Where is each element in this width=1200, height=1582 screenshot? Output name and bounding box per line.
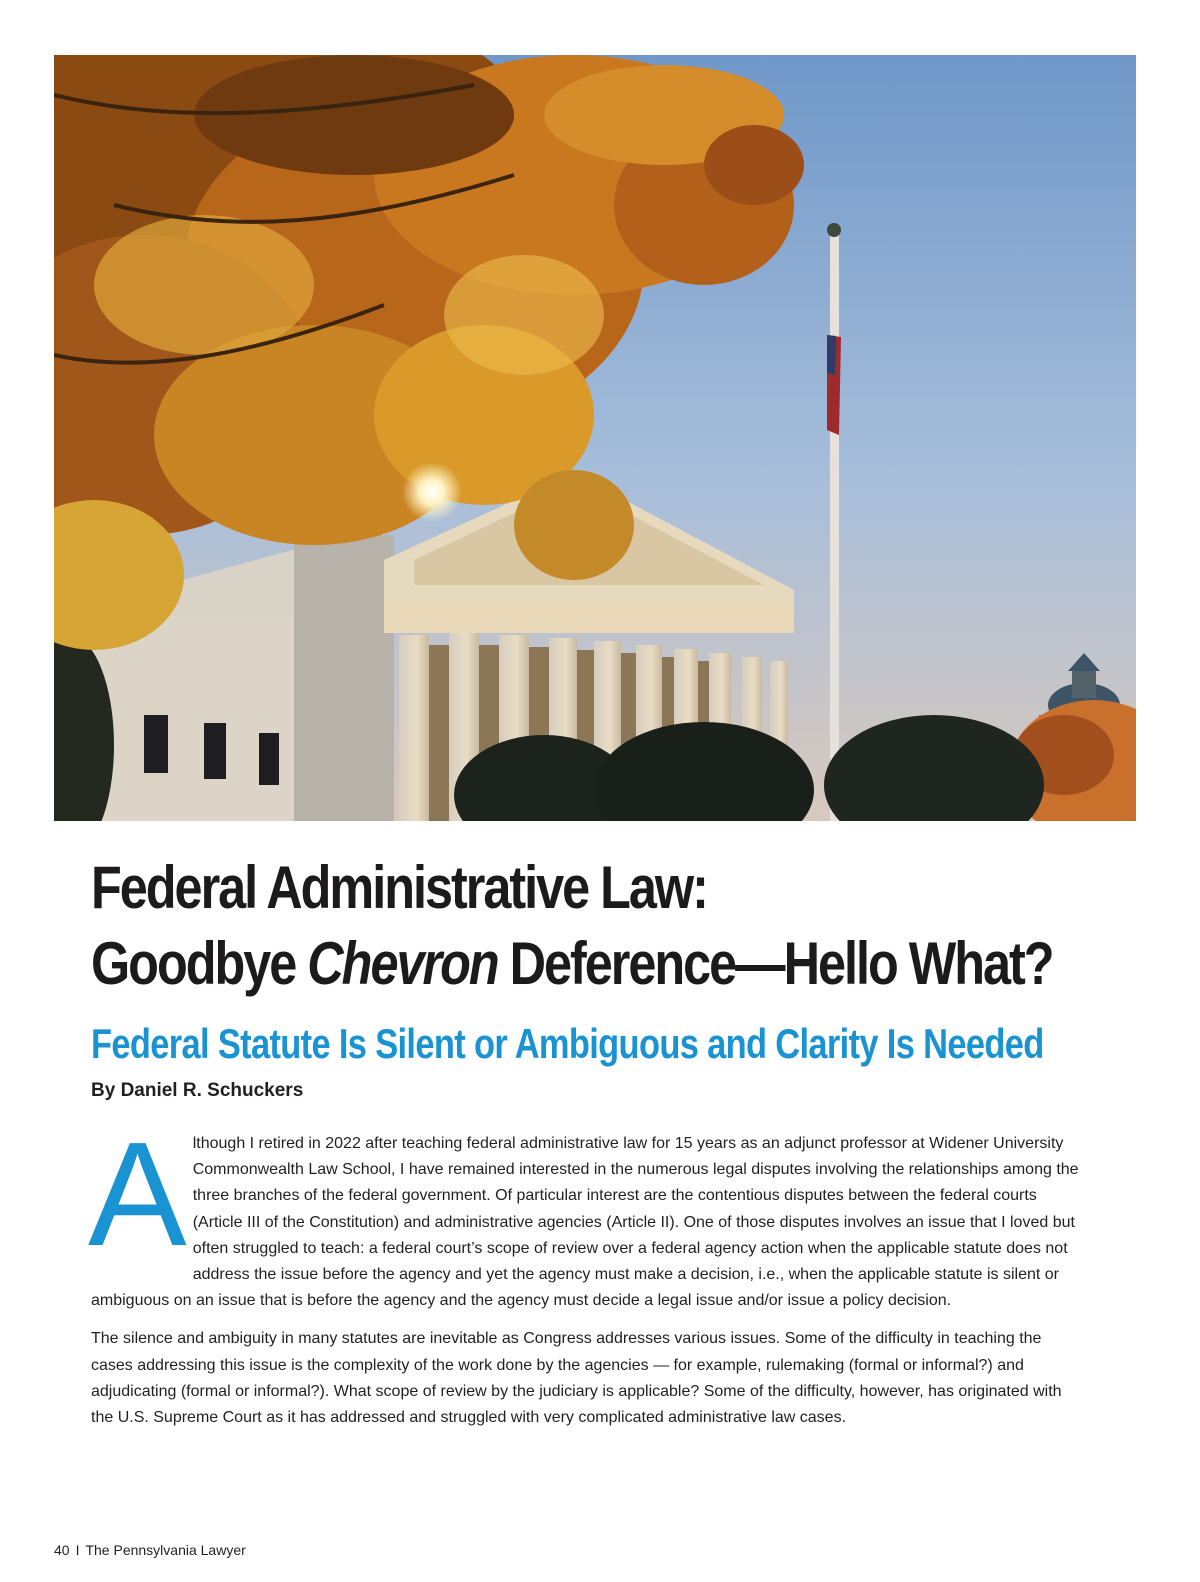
- article-subtitle: Federal Statute Is Silent or Ambiguous and Clarity Is Needed: [91, 1020, 1044, 1067]
- footer-separator: I: [75, 1542, 80, 1558]
- supreme-court-illustration: [54, 55, 1136, 821]
- title-line-2-before: Goodbye: [91, 930, 308, 997]
- page-number: 40: [54, 1542, 70, 1558]
- article-body: [88, 1112, 1081, 1443]
- title-line-1: Federal Administrative Law:: [91, 854, 707, 921]
- paragraph-1-text: lthough I retired in 2022 after teaching federal administrative law for 15 years as an adjunct professor at Widener University Commonwealth Law School, I have remained interested in the numerous legal disputes involving the relationships among the three branches of the federal government. Of particular interest are the contentious disputes between the federal courts (Article III of the Constitution) and administrative agencies (Article II). One of those disputes involves an issue that I loved but often struggled to teach: a federal court’s scope of review over a federal agency action when the applicable statute does not address the issue before the agency and yet the agency must make a decision, i.e., when the applicable statute is silent or ambiguous on an issue that is before the agency and the agency must decide a legal issue and/or issue a policy decision.: [91, 1135, 1079, 1310]
- page-footer: [54, 1540, 246, 1560]
- hero-photo: [54, 55, 1136, 821]
- article-title: [91, 850, 1053, 1002]
- paragraph-2: The silence and ambiguity in many statutes are inevitable as Congress addresses various issues. Some of the difficulty in teaching the cases addressing this issue is the complexity of the work done by the agencies — for example, rulemaking (formal or informal?) and adjudicating (formal or informal?). What scope of review by the judiciary is applicable? Some of the difficulty, however, has originated with the U.S. Supreme Court as it has addressed and struggled with very complicated administrative law cases.: [91, 1330, 1062, 1427]
- byline: By Daniel R. Schuckers: [91, 1080, 304, 1101]
- paragraph-1: [88, 1112, 1081, 1314]
- title-line-2-after: Deference—Hello What?: [497, 930, 1053, 997]
- drop-cap: A: [88, 1112, 187, 1277]
- title-italic-case-name: Chevron: [307, 930, 498, 997]
- title-line-2: [91, 926, 1053, 1002]
- publication-name: The Pennsylvania Lawyer: [85, 1542, 246, 1558]
